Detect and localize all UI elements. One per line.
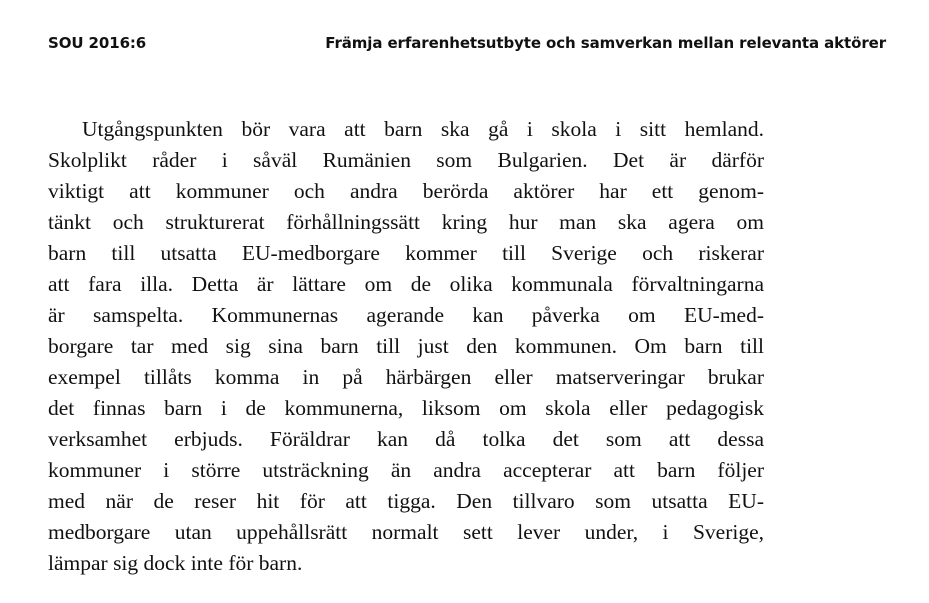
paragraph-line: borgare tar med sig sina barn till just den kommunen. Om barn till <box>48 334 764 358</box>
running-header <box>48 34 886 58</box>
section-title: Främja erfarenhetsutbyte och samverkan mellan relevanta aktörer <box>325 34 886 52</box>
paragraph-line: exempel tillåts komma in på härbärgen eller matserveringar brukar <box>48 365 764 389</box>
paragraph-line: medborgare utan uppehållsrätt normalt sett lever under, i Sverige, <box>48 520 764 544</box>
paragraph-line: med när de reser hit för att tigga. Den tillvaro som utsatta EU- <box>48 489 764 513</box>
paragraph-line: barn till utsatta EU-medborgare kommer till Sverige och riskerar <box>48 241 764 265</box>
paragraph-line: verksamhet erbjuds. Föräldrar kan då tolka det som att dessa <box>48 427 764 451</box>
paragraph-line: tänkt och strukturerat förhållningssätt kring hur man ska agera om <box>48 210 764 234</box>
paragraph-line: är samspelta. Kommunernas agerande kan påverka om EU-med- <box>48 303 764 327</box>
paragraph-line: lämpar sig dock inte för barn. <box>48 551 303 575</box>
document-reference: SOU 2016:6 <box>48 34 147 52</box>
paragraph-line: viktigt att kommuner och andra berörda aktörer har ett genom- <box>48 179 764 203</box>
paragraph-line: det finnas barn i de kommunerna, liksom om skola eller pedagogisk <box>48 396 764 420</box>
paragraph-line: att fara illa. Detta är lättare om de olika kommunala förvaltningarna <box>48 272 764 296</box>
paragraph-line: Skolplikt råder i såväl Rumänien som Bulgarien. Det är därför <box>48 148 764 172</box>
paragraph-line: Utgångspunkten bör vara att barn ska gå i skola i sitt hemland. <box>82 117 764 141</box>
paragraph-line: kommuner i större utsträckning än andra accepterar att barn följer <box>48 458 764 482</box>
body-paragraph <box>48 114 764 579</box>
